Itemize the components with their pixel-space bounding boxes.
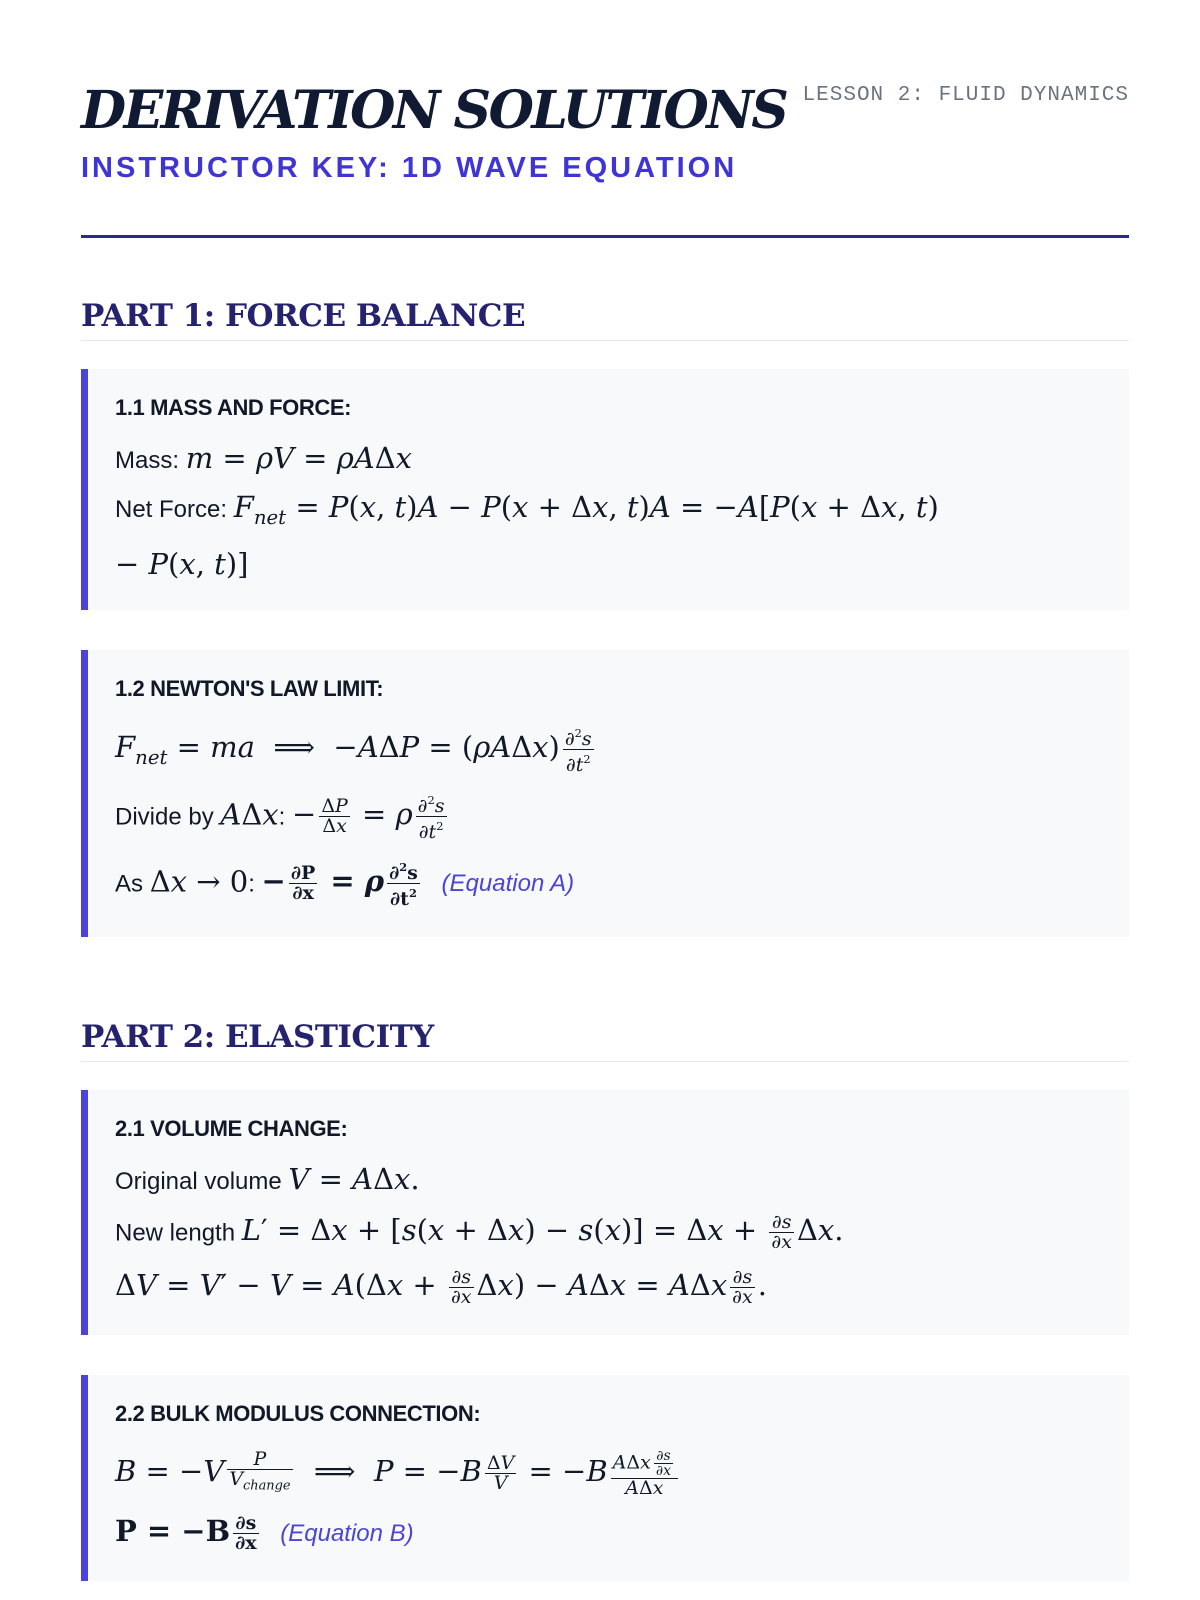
new-length-equation (115, 1210, 1103, 1253)
math: Δx → 0 (149, 864, 249, 899)
document-page (81, 0, 1129, 1581)
math: − P(x, t)] (115, 546, 249, 581)
net-force-equation-continued (115, 546, 1103, 582)
mass-label: Mass: (115, 447, 180, 474)
math: $F_{net}$ = ma ⟹ −AΔP = (ρAΔx) $\frac{\partial^2s}{\partial t^2}$ (115, 725, 592, 776)
math: $F_{net} = P(x$, t)A − P(x + Δx, t)A = −A[P(x + Δx, t) (233, 490, 939, 529)
page-title: DERIVATION SOLUTIONS (81, 80, 787, 141)
net-force-label: Net Force: (115, 496, 228, 523)
equation-a-ref: (Equation A) (441, 870, 575, 898)
part-2-heading: PART 2: ELASTICITY (81, 1019, 1129, 1062)
equation-b-ref: (Equation B) (280, 1520, 414, 1548)
header-divider (81, 235, 1129, 238)
newton-equation (115, 724, 1103, 775)
math: ΔV = V′ − V = A(Δx + $\frac{\partial s}{\partial x}$ Δx) − AΔx = AΔx $\frac{\partial s}{\partial x}$ . (115, 1265, 767, 1308)
card-title: 1.1 MASS AND FORCE: (115, 395, 352, 420)
math: − $\frac{\partial P}{\partial x}$ = ρ $\frac{\partial^2s}{\partial t^2}$ (261, 859, 418, 910)
bulk-modulus-equation (115, 1449, 1103, 1498)
net-force-equation (115, 492, 1103, 533)
card-volume-change (81, 1090, 1129, 1335)
math: B = −V $\frac{P}{V_{change}}$ ⟹ P = −B $\frac{\Delta V}{V}$ = −B AΔx $\frac{\partial s}{\partial x}$ AΔx (115, 1454, 681, 1488)
math: P = −B $\frac{\partial s}{\partial x}$ (115, 1511, 257, 1554)
part-1-heading: PART 1: FORCE BALANCE (81, 298, 1129, 341)
math: − $\frac{\Delta P}{\Delta x}$ = ρ $\frac{\partial^2s}{\partial t^2}$ (292, 792, 445, 843)
divide-equation: Divide by AΔx: − $\frac{\Delta P}{\Delta x}$ = ρ $\frac{\partial^2s}{\partial t^2}$ (115, 791, 1103, 842)
pressure-equation (115, 1511, 1103, 1554)
card-bulk-modulus-connection (81, 1375, 1129, 1581)
original-volume-label: Original volume (115, 1167, 282, 1195)
mass-equation (115, 443, 1103, 476)
limit-equation: As Δx → 0: − $\frac{\partial P}{\partial x}$ = ρ $\frac{\partial^2s}{\partial t^2}$ (Equation A) (115, 859, 575, 910)
page-header (81, 0, 1129, 240)
card-mass-and-force (81, 369, 1129, 610)
math: L′ = Δx + [s(x + Δx) − s(x)] = Δx + $\frac{\partial s}{\partial x}$ Δx. (241, 1210, 844, 1253)
page-subtitle: INSTRUCTOR KEY: 1D WAVE EQUATION (81, 152, 738, 184)
original-volume-equation (115, 1161, 1103, 1197)
lesson-tag: LESSON 2: FLUID DYNAMICS (802, 84, 1129, 107)
divide-label: Divide by (115, 803, 214, 831)
card-newtons-law-limit (81, 650, 1129, 937)
math: V = AΔx. (288, 1161, 420, 1196)
card-title: 2.1 VOLUME CHANGE: (115, 1115, 348, 1141)
math: m = ρV = ρAΔx (185, 441, 412, 475)
math: AΔx (220, 797, 279, 832)
limit-label: As (115, 870, 144, 898)
card-title: 1.2 NEWTON'S LAW LIMIT: (115, 675, 384, 701)
card-title: 2.2 BULK MODULUS CONNECTION: (115, 1400, 481, 1426)
new-length-label: New length (115, 1219, 236, 1247)
volume-change-equation (115, 1265, 1103, 1308)
